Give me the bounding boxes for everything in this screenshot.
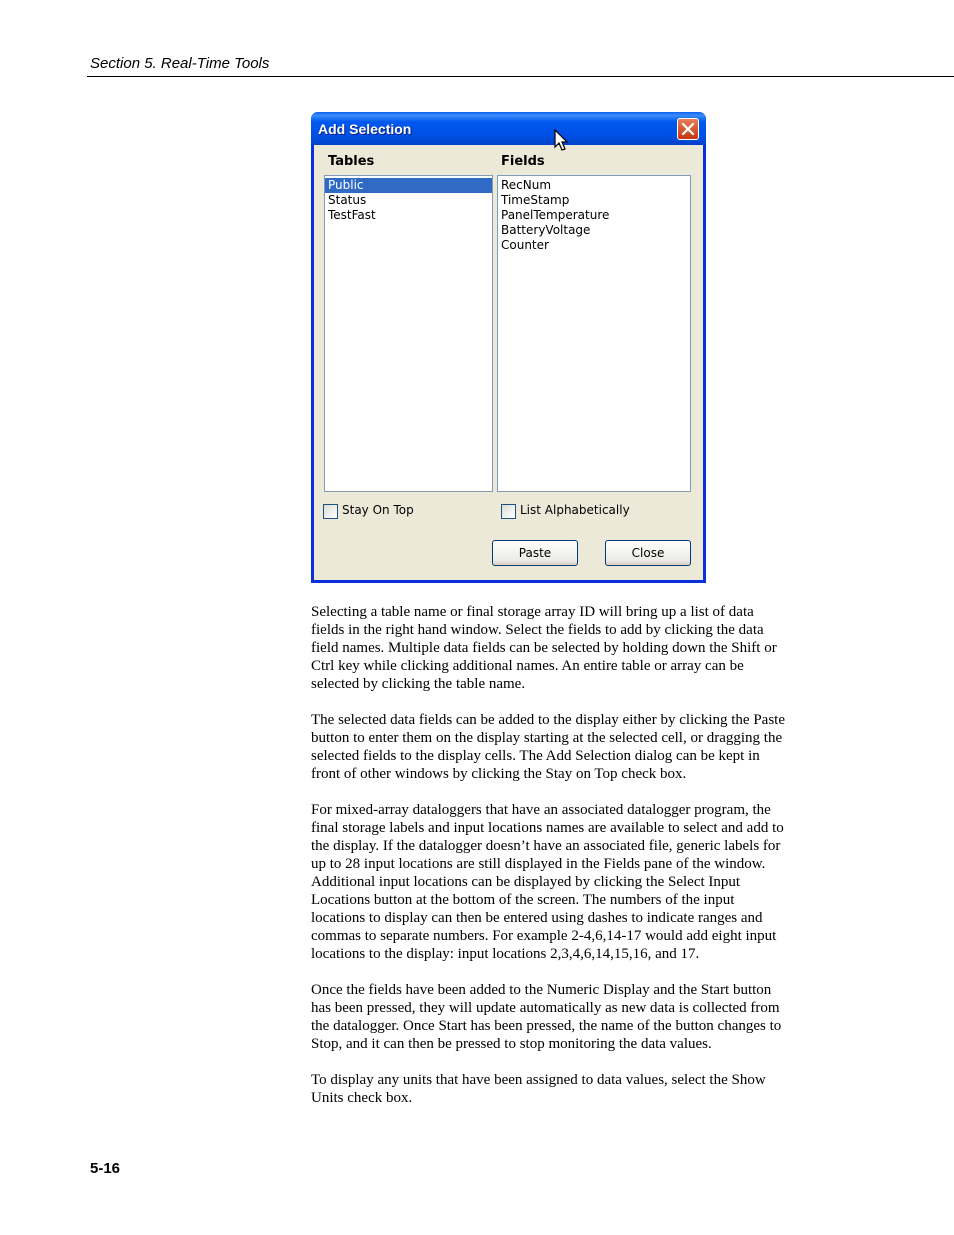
paragraph: The selected data fields can be added to the display either by clicking the Paste button to enter them on the display starting at the selected cell, or dragging the selected fields to the display cells. The Add Selection dialog can be kept in front of other windows by clicking the Stay on Top check box. <box>311 712 785 782</box>
fields-listbox[interactable] <box>497 175 691 492</box>
field-item-recnum[interactable]: RecNum <box>501 178 552 192</box>
paragraph: Selecting a table name or final storage array ID will bring up a list of data fields in the right hand window. Select the fields to add by clicking the data field names. Multiple data fields can be selected by holding down the Shift or Ctrl key while clicking additional names. An entire table or array can be selected by clicking the table name. <box>311 604 777 692</box>
paragraph: Once the fields have been added to the Numeric Display and the Start button has been pressed, they will update automatically as new data is collected from the datalogger. Once Start has been pressed, the name of the button changes to Stop, and it can then be pressed to stop monitoring the data values. <box>311 982 782 1052</box>
paste-button[interactable]: Paste <box>492 540 578 566</box>
tables-label: Tables <box>328 154 375 169</box>
mouse-cursor-icon <box>554 129 568 153</box>
page-number: 5-16 <box>90 1160 121 1177</box>
close-button[interactable]: Close <box>605 540 691 566</box>
list-alphabetically-box[interactable] <box>501 504 516 519</box>
field-item-batteryvoltage[interactable]: BatteryVoltage <box>501 223 591 237</box>
header-rule <box>87 76 954 77</box>
close-icon[interactable] <box>677 118 699 140</box>
stay-on-top-box[interactable] <box>323 504 338 519</box>
list-alphabetically-label: List Alphabetically <box>520 503 630 517</box>
paragraph: For mixed-array dataloggers that have an associated datalogger program, the final storage labels and input locations names are available to select and add to the display. If the datalogger doesn’t have an associated file, generic labels for up to 28 input locations are still displayed in the Fields pane of the window. Additional input locations can be displayed by clicking the Select Input Locations button at the bottom of the screen. The numbers of the input locations to display can then be entered using dashes to indicate ranges and commas to separate numbers. For example 2-4,6,14-17 would add eight input locations to the display: input locations 2,3,4,6,14,15,16, and 17. <box>311 802 784 962</box>
fields-label: Fields <box>501 154 545 169</box>
section-header: Section 5. Real-Time Tools <box>90 55 270 72</box>
dialog-titlebar[interactable] <box>311 112 706 145</box>
table-item-status[interactable]: Status <box>328 193 367 207</box>
dialog-title: Add Selection <box>318 121 412 137</box>
add-selection-dialog <box>311 112 706 583</box>
table-item-public[interactable]: Public <box>325 178 492 193</box>
stay-on-top-label: Stay On Top <box>342 503 414 517</box>
field-item-paneltemperature[interactable]: PanelTemperature <box>501 208 610 222</box>
table-item-testfast[interactable]: TestFast <box>328 208 376 222</box>
field-item-timestamp[interactable]: TimeStamp <box>501 193 570 207</box>
body-text <box>311 603 811 1125</box>
field-item-counter[interactable]: Counter <box>501 238 549 252</box>
tables-listbox[interactable] <box>324 175 493 492</box>
paragraph: To display any units that have been assigned to data values, select the Show Units check box. <box>311 1072 766 1106</box>
